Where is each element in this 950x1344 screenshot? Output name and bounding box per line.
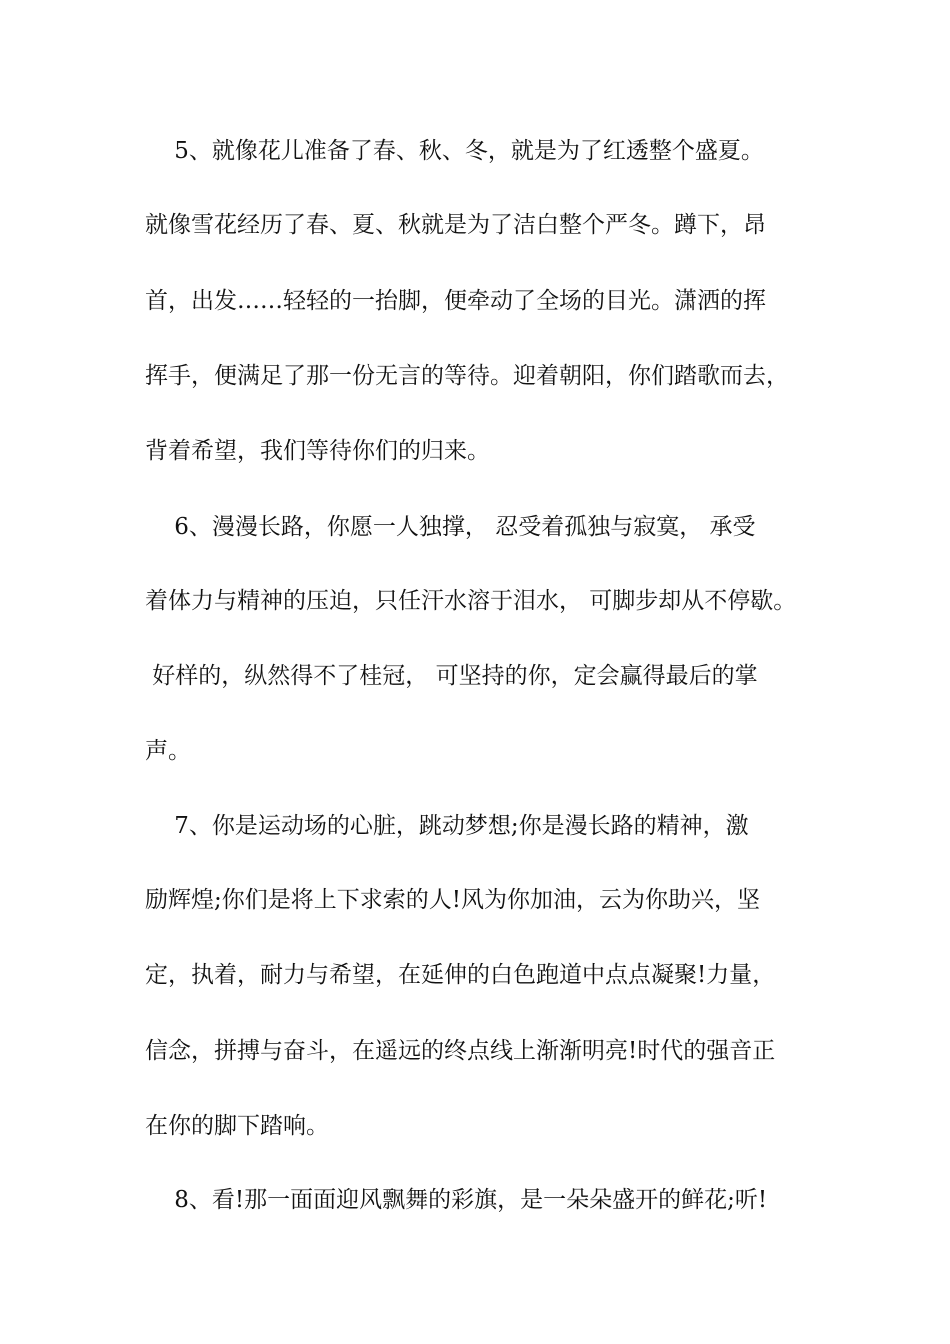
- text-line: 声。: [145, 738, 191, 764]
- text-line: 8、看!那一面面迎风飘舞的彩旗，是一朵朵盛开的鲜花;听!: [145, 1187, 768, 1213]
- text-line: 着体力与精神的压迫，只任汗水溶于泪水， 可脚步却从不停歇。: [145, 588, 797, 614]
- text-line: 5、就像花儿准备了春、秋、冬，就是为了红透整个盛夏。: [145, 138, 764, 164]
- text-line: 定，执着，耐力与希望，在延伸的白色跑道中点点凝聚!力量，: [145, 962, 776, 988]
- text-line: 在你的脚下踏响。: [145, 1113, 329, 1139]
- text-line: 6、漫漫长路，你愿一人独撑， 忍受着孤独与寂寞， 承受: [145, 514, 756, 540]
- text-line: 首，出发……轻轻的一抬脚，便牵动了全场的目光。潇洒的挥: [145, 288, 766, 314]
- text-line: 挥手，便满足了那一份无言的等待。迎着朝阳，你们踏歌而去，: [145, 363, 789, 389]
- text-line: 好样的，纵然得不了桂冠， 可坚持的你，定会赢得最后的掌: [145, 663, 758, 689]
- text-line: 背着希望，我们等待你们的归来。: [145, 438, 490, 464]
- text-line: 就像雪花经历了春、夏、秋就是为了洁白整个严冬。蹲下，昂: [145, 212, 766, 238]
- text-line: 励辉煌;你们是将上下求索的人!风为你加油，云为你助兴，坚: [145, 887, 760, 913]
- text-line: 7、你是运动场的心脏，跳动梦想;你是漫长路的精神，激: [145, 813, 749, 839]
- text-line: 信念，拼搏与奋斗，在遥远的终点线上渐渐明亮!时代的强音正: [145, 1038, 776, 1064]
